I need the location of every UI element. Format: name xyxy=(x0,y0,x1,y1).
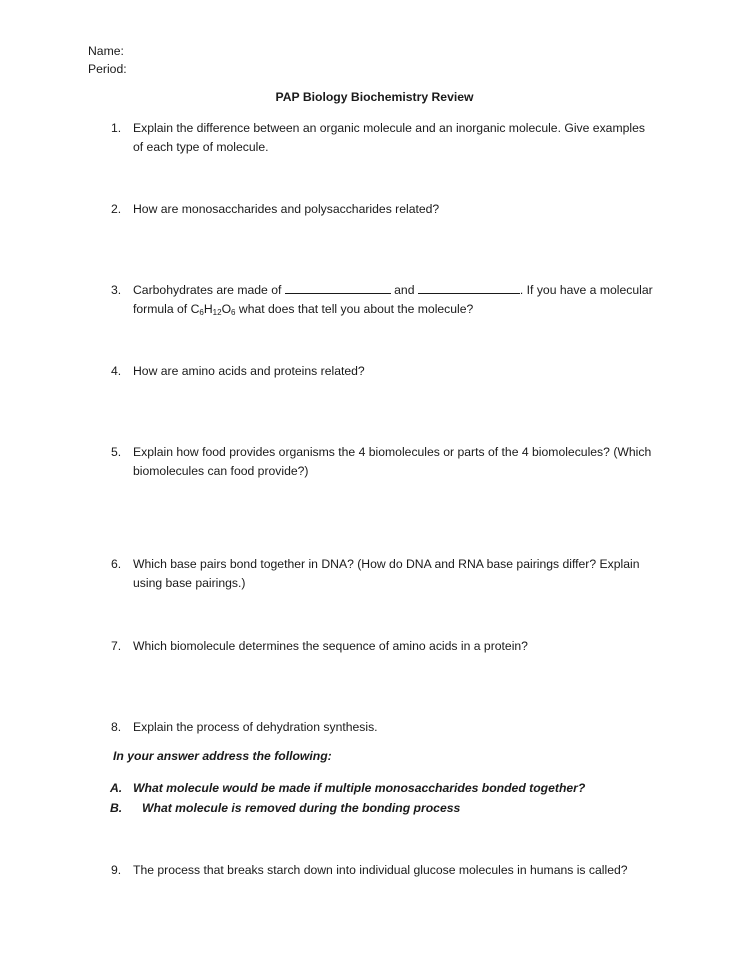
question-text xyxy=(133,281,653,300)
answer-blank-1[interactable] xyxy=(285,281,391,294)
period-label: Period: xyxy=(88,62,127,76)
question-text-cont: using base pairings.) xyxy=(133,576,246,590)
name-label: Name: xyxy=(88,44,124,58)
question-text: How are amino acids and proteins related? xyxy=(133,364,365,378)
sub-item-text: What molecule is removed during the bonding process xyxy=(142,801,461,815)
formula-h: H xyxy=(203,302,213,316)
question-text-part: Carbohydrates are made of xyxy=(133,283,282,297)
subscript-o: 6 xyxy=(231,308,236,317)
question-text-cont: of each type of molecule. xyxy=(133,140,269,154)
question-number: 8. xyxy=(111,720,122,734)
sub-item-letter: B. xyxy=(110,801,123,815)
subscript-c: 6 xyxy=(199,308,204,317)
question-text: Which biomolecule determines the sequence of amino acids in a protein? xyxy=(133,639,528,653)
question-text-cont xyxy=(133,300,473,319)
question-number: 6. xyxy=(111,557,122,571)
question-text: Explain how food provides organisms the 4 biomolecules or parts of the 4 biomolecules? (Which xyxy=(133,445,652,459)
question-number: 2. xyxy=(111,202,122,216)
question-text: The process that breaks starch down into individual glucose molecules in humans is called? xyxy=(133,863,628,877)
sub-item-text: What molecule would be made if multiple monosaccharides bonded together? xyxy=(133,781,586,795)
question-number: 5. xyxy=(111,445,122,459)
page-title: PAP Biology Biochemistry Review xyxy=(275,90,474,104)
question-text-part: what does that tell you about the molecule? xyxy=(235,302,474,316)
question-text: Explain the difference between an organic molecule and an inorganic molecule. Give examples xyxy=(133,121,645,135)
formula-o: O xyxy=(221,302,232,316)
question-text: Which base pairs bond together in DNA? (How do DNA and RNA base pairings differ? Explain xyxy=(133,557,640,571)
sub-item-letter: A. xyxy=(110,781,123,795)
question-text-cont: biomolecules can food provide?) xyxy=(133,464,309,478)
formula-c: formula of C xyxy=(133,302,200,316)
answer-instruction: In your answer address the following: xyxy=(113,749,332,763)
question-number: 7. xyxy=(111,639,122,653)
question-number: 4. xyxy=(111,364,122,378)
question-number: 3. xyxy=(111,283,122,297)
question-number: 1. xyxy=(111,121,122,135)
question-text: How are monosaccharides and polysaccharides related? xyxy=(133,202,440,216)
question-text-part: . If you have a molecular xyxy=(519,283,653,297)
question-number: 9. xyxy=(111,863,122,877)
question-text-part: and xyxy=(394,283,415,297)
answer-blank-2[interactable] xyxy=(418,281,520,294)
question-text: Explain the process of dehydration synthesis. xyxy=(133,720,378,734)
subscript-h: 12 xyxy=(212,308,222,317)
